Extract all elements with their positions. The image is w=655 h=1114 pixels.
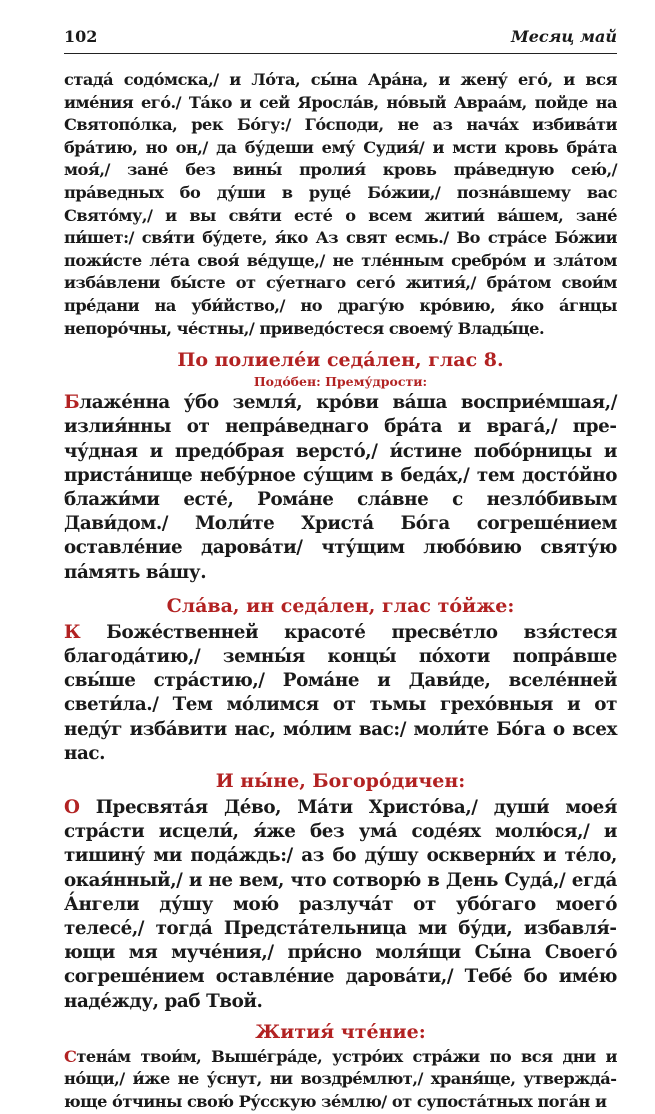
section-heading-bogorodichen: И ны́не, Богоро́дичен: — [215, 769, 466, 792]
reading-text: тена́м твои́м, Выше́гра́де, устро́их стра́жи по вся дни и но́щи,/ и́же не у́снут, ни воздре́млют,/ храня́ще, утвержда́юще о́тчины свою́ Ру́сскую зе́млю/ от супоста́тных пога́н и — [64, 1046, 617, 1111]
hymn-paragraph-slava — [64, 621, 617, 766]
hymn-paragraph-sedalen — [64, 391, 617, 585]
running-title: Месяц май — [511, 27, 617, 46]
page-header — [64, 27, 617, 54]
hymn-text: лаже́нна у́бо земля́, кро́ви ва́ша восприе́мшая,/ излия́нны от непра́веднаго бра́та и врага́,/ пречу́дная и предо́брая версто́,/ и́стине побо́рницы и приста́нище небу́рное су́щим в беда́х,/ тем досто́йно блажи́ми есте́, Рома́не сла́вне с незло́бивым Дави́дом./ Моли́те Христа́ Бо́га согреше́нием оставле́ние дарова́ти/ чту́щим любо́вию святу́ю па́мять ва́шу. — [64, 392, 617, 583]
initial-letter: Б — [64, 392, 80, 414]
page-content — [64, 69, 617, 1114]
initial-letter: К — [64, 621, 81, 643]
section-heading-slava: Сла́ва, ин седа́лен, глас то́йже: — [166, 594, 515, 617]
hymn-text: Боже́ственней красоте́ пресве́тло взя́стеся благода́тию,/ земны́я концы́ по́хоти попра́вше свы́ше стра́стию,/ Рома́не и Дави́де, вселе́нней свети́ла./ Тем мо́лимся от тьмы грехо́вныя и от неду́г изба́вити нас, мо́лим вас:/ моли́те Бо́га о всех нас. — [64, 621, 617, 764]
section-heading-zhitiya: Жития́ чте́ние: — [255, 1020, 426, 1043]
reading-paragraph — [64, 1046, 617, 1114]
hymn-text: Пресвята́я Де́во, Ма́ти Христо́ва,/ души́ моея́ стра́сти исцели́, я́же без ума́ соде́ях молю́ся,/ и тишину́ ми пода́ждь:/ аз бо ду́шу оскверни́х и те́ло, окая́нный,/ и не вем, что сотворю́ в День Суда́,/ егда́ А́нгели ду́шу мою́ разлуча́т от убо́гаго моего́ телесе́,/ тогда́ Предста́тельница ми бу́ди, избавля́ющи мя муче́ния,/ при́сно моля́щи Сы́на Своего́ согреше́нием оставле́ние дарова́ти,/ Тебе́ бо име́ю наде́жду, раб Твой. — [64, 796, 617, 1012]
initial-letter: С — [64, 1046, 77, 1066]
page-number: 102 — [64, 27, 98, 46]
hymn-paragraph-bogorodichen — [64, 796, 617, 1014]
intro-paragraph: стада́ содо́мска,/ и Ло́та, сы́на Ара́на, и жену́ его́, и вся име́ния его́./ Та́ко и сей Яросла́в, но́вый Авраа́м, пойде на Святопо́лка, рек Бо́гу:/ Го́споди, не аз нача́х избива́ти бра́тию, но он,/ да бу́деши ему́ Судия́/ и мсти кровь бра́та моя́,/ зане́ без вины́ пролия́ кровь пра́ведную сею́,/ пра́ведных бо ду́ши в руце́ Бо́жии,/ позна́вшему вас Свято́му,/ и вы свя́ти есте́ о всем житии́ ва́шем, зане́ пи́шет:/ свя́ти бу́дете, я́ко Аз свят есмь./ Во стра́се Бо́жии пожи́сте ле́та своя́ ве́дуще,/ не тле́нным сребро́м и зла́том изба́влени бы́сте от су́етнаго сего́ жития́,/ бра́том свои́м пре́дани на уби́йство,/ но драгу́ю кро́вию, я́ко а́гнцы непоро́чны, че́стны,/ приведо́стеся своему́ Влады́це. — [64, 70, 617, 338]
section-subheading-podoben: Подо́бен: Прему́дрости: — [253, 374, 428, 390]
initial-letter: О — [64, 796, 80, 818]
section-heading-sedalen: По полиеле́и седа́лен, глас 8. — [177, 349, 504, 372]
